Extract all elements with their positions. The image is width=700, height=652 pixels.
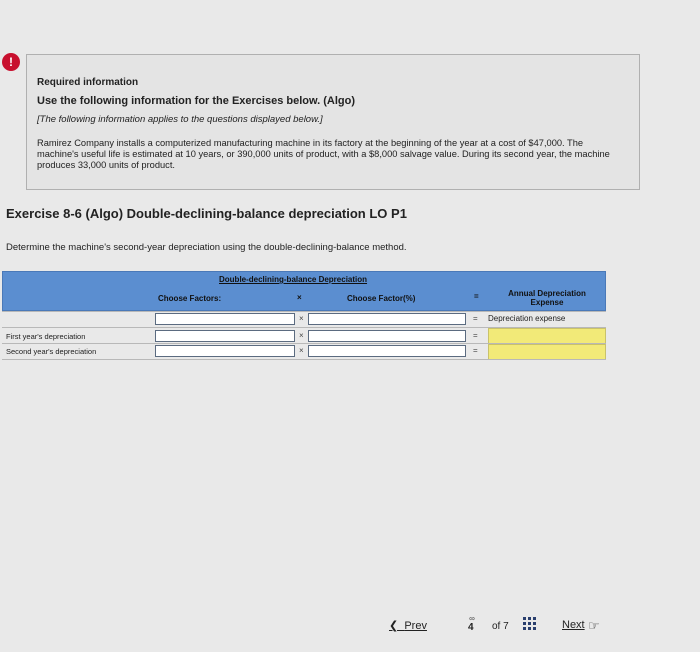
depreciation-table	[2, 271, 606, 361]
exercise-instruction: Determine the machine's second-year depreciation using the double-declining-balance method.	[6, 242, 407, 253]
page-total: of 7	[492, 621, 509, 632]
header-choose-factors: Choose Factors:	[158, 294, 222, 303]
row1-factor-input[interactable]	[155, 330, 295, 342]
required-information-box	[26, 54, 640, 190]
second-year-label: Second year's depreciation	[6, 347, 97, 356]
current-page[interactable]: 4	[468, 622, 474, 633]
row0-equals-symbol: =	[473, 314, 478, 323]
row2-times-symbol: ×	[299, 346, 304, 355]
row2-factor-input[interactable]	[155, 345, 295, 357]
row2-factor-pct-input[interactable]	[308, 345, 466, 357]
row1-equals-symbol: =	[473, 331, 478, 340]
row1-times-symbol: ×	[299, 331, 304, 340]
exercise-title: Exercise 8-6 (Algo) Double-declining-balance depreciation LO P1	[6, 206, 407, 221]
problem-statement: Ramirez Company installs a computerized manufacturing machine in its factory at the beginning of the year at a cost of $47,000. The machine's useful life is estimated at 10 years, or 390,000 units of product, with a $8,000 salvage value. During its second year, the machine produces 33,000 units of product.	[37, 138, 610, 170]
row-divider	[2, 359, 606, 360]
row2-expense-answer[interactable]	[488, 344, 606, 360]
row-divider	[2, 311, 606, 312]
link-icon: ∞	[469, 614, 475, 623]
hand-cursor-icon: ☞	[588, 618, 600, 633]
depreciation-expense-label: Depreciation expense	[488, 314, 566, 323]
header-choose-factor-pct: Choose Factor(%)	[347, 294, 416, 303]
row0-factor-input[interactable]	[155, 313, 295, 325]
alert-icon: !	[2, 53, 20, 71]
prev-button[interactable]: ❮ Prev	[389, 620, 427, 632]
row1-expense-answer[interactable]	[488, 328, 606, 344]
next-button[interactable]: Next	[562, 619, 585, 631]
table-header	[2, 271, 606, 311]
header-annual-expense: Annual Depreciation Expense	[508, 289, 586, 307]
question-grid-icon[interactable]	[523, 617, 536, 630]
applies-note: [The following information applies to the questions displayed below.]	[37, 114, 323, 125]
prev-label: Prev	[404, 620, 427, 632]
row2-equals-symbol: =	[473, 346, 478, 355]
header-times-symbol: ×	[297, 293, 302, 302]
header-equals-symbol: =	[474, 292, 479, 301]
row1-factor-pct-input[interactable]	[308, 330, 466, 342]
table-caption: Double-declining-balance Depreciation	[219, 275, 368, 284]
row0-times-symbol: ×	[299, 314, 304, 323]
use-info-heading: Use the following information for the Exercises below. (Algo)	[37, 95, 356, 107]
required-info-title: Required information	[37, 77, 139, 88]
row0-factor-pct-input[interactable]	[308, 313, 466, 325]
first-year-label: First year's depreciation	[6, 332, 86, 341]
